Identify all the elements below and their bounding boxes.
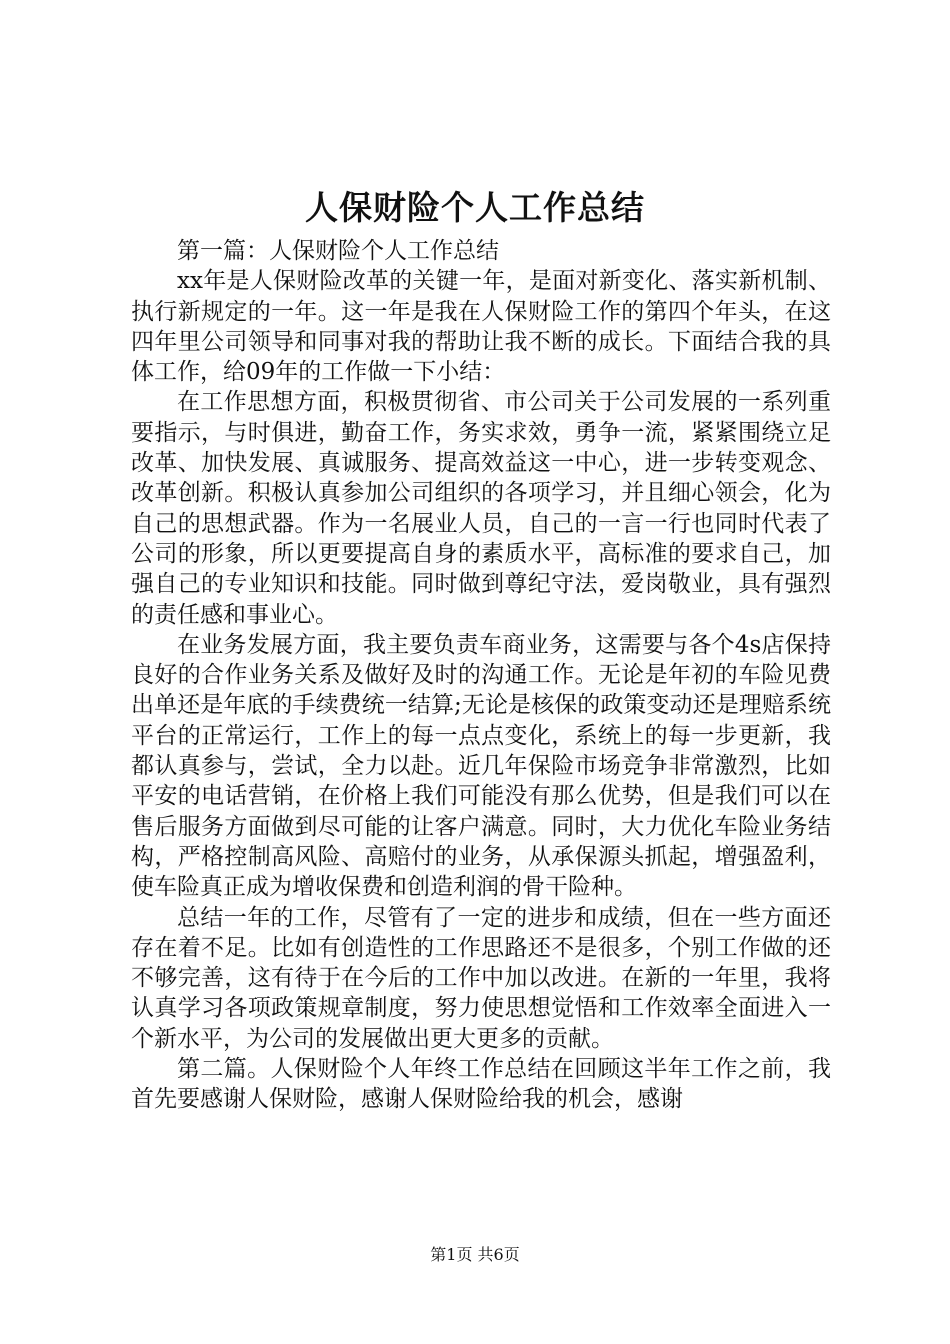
body-paragraph: 在工作思想方面，积极贯彻省、市公司关于公司发展的一系列重要指示，与时俱进，勤奋工作，务实求效，勇争一流，紧紧围绕立足改革、加快发展、真诚服务、提高效益这一中心，进一步转变观念、改革创新。积极认真参加公司组织的各项学习，并且细心领会，化为自己的思想武器。作为一名展业人员，自己的一言一行也同时代表了公司的形象，所以更要提高自身的素质水平，高标准的要求自己，加强自己的专业知识和技能。同时做到尊纪守法，爱岗敬业，具有强烈的责任感和事业心。 (131, 389, 831, 628)
body-paragraph: xx年是人保财险改革的关键一年，是面对新变化、落实新机制、执行新规定的一年。这一年是我在人保财险工作的第四个年头，在这四年里公司领导和同事对我的帮助让我不断的成长。下面结合我的具体工作，给09年的工作做一下小结： (131, 268, 831, 386)
body-paragraph: 在业务发展方面，我主要负责车商业务，这需要与各个4s店保持良好的合作业务关系及做好及时的沟通工作。无论是年初的车险见费出单还是年底的手续费统一结算;无论是核保的政策变动还是理赔系统平台的正常运行，工作上的每一点点变化，系统上的每一步更新，我都认真参与，尝试，全力以赴。近几年保险市场竞争非常激烈，比如平安的电话营销，在价格上我们可能没有那么优势，但是我们可以在售后服务方面做到尽可能的让客户满意。同时，大力优化车险业务结构，严格控制高风险、高赔付的业务，从承保源头抓起，增强盈利，使车险真正成为增收保费和创造利润的骨干险种。 (131, 631, 831, 901)
page-number-footer: 第1页 共6页 (430, 1245, 520, 1264)
document-title: 人保财险个人工作总结 (305, 188, 645, 227)
section-heading-2: 第二篇。人保财险个人年终工作总结在回顾这半年工作之前，我首先要感谢人保财险，感谢人保财险给我的机会，感谢 (131, 1056, 831, 1113)
document-body (131, 236, 831, 1115)
body-paragraph: 总结一年的工作，尽管有了一定的进步和成绩，但在一些方面还存在着不足。比如有创造性的工作思路还不是很多，个别工作做的还不够完善，这有待于在今后的工作中加以改进。在新的一年里，我将认真学习各项政策规章制度，努力使思想觉悟和工作效率全面进入一个新水平，为公司的发展做出更大更多的贡献。 (131, 904, 831, 1052)
section-heading-1: 第一篇：人保财险个人工作总结 (177, 238, 499, 264)
